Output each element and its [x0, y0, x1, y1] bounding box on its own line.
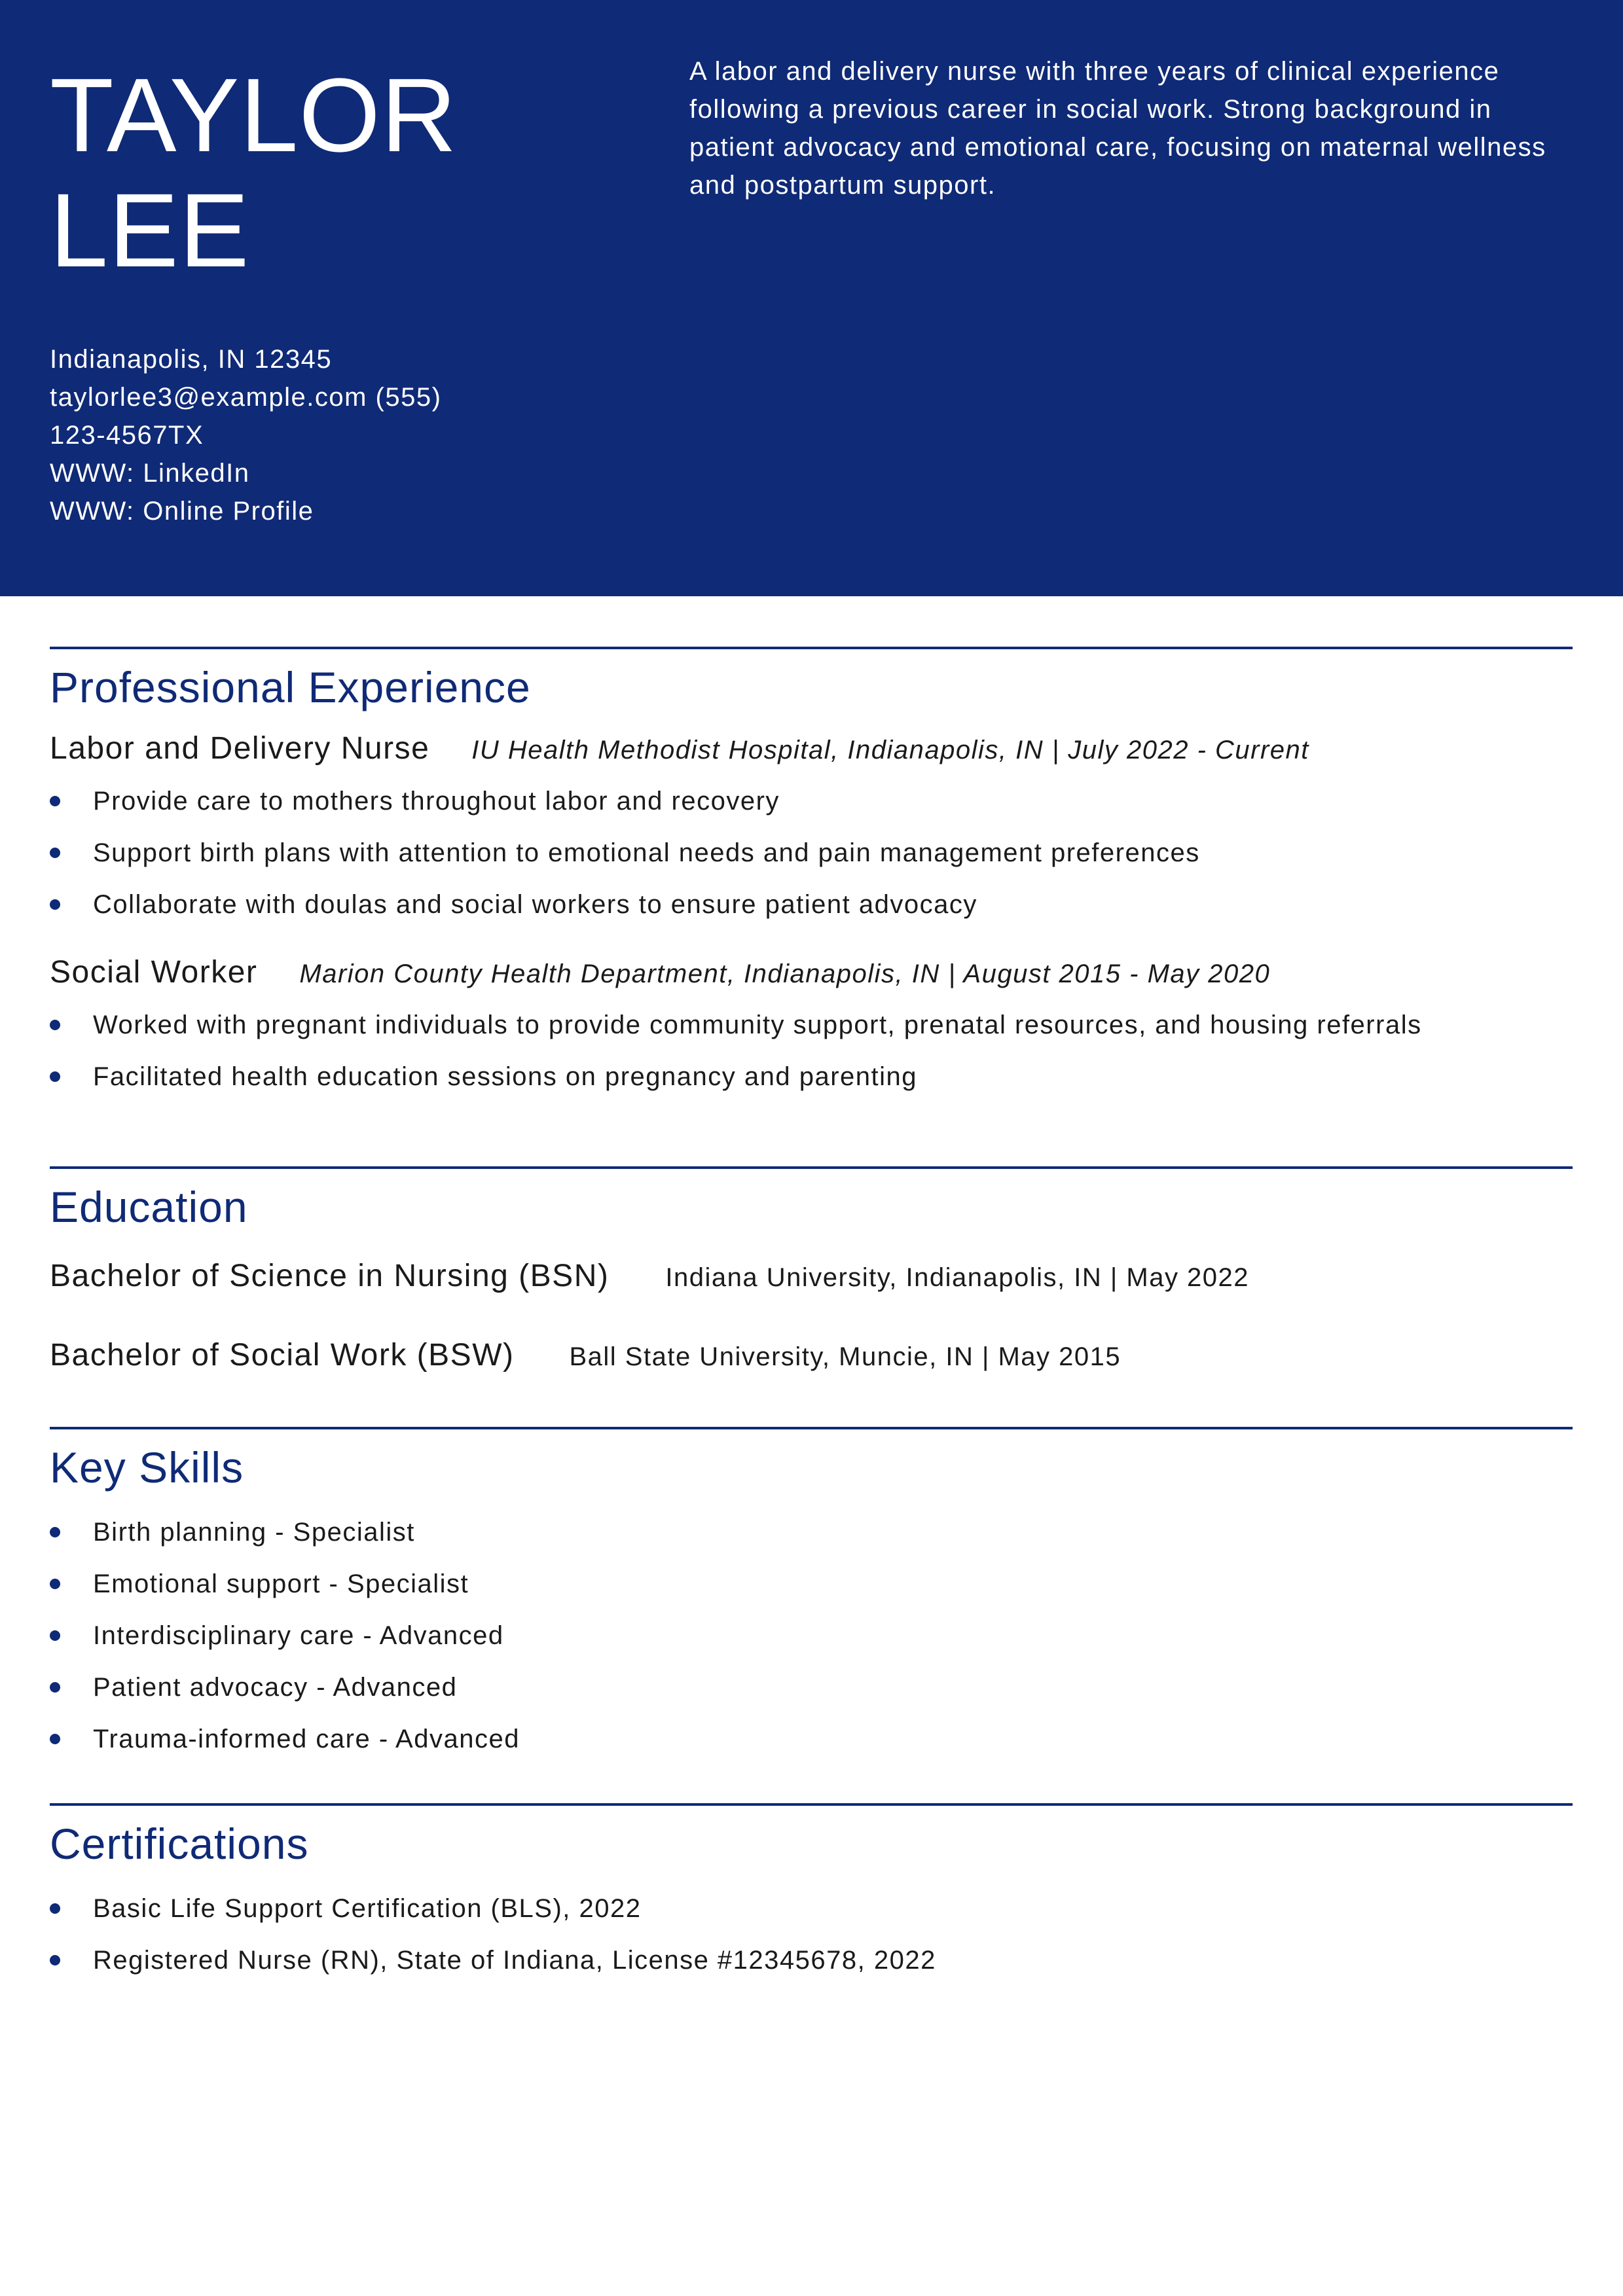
skills-list	[50, 1507, 1573, 1765]
section-divider	[50, 1803, 1573, 1806]
list-item: Patient advocacy - Advanced	[50, 1662, 1573, 1713]
bullet-icon	[50, 1903, 60, 1914]
experience-section	[50, 647, 1573, 1103]
contact-phone: 123-4567TX	[50, 421, 204, 450]
list-item: Basic Life Support Certification (BLS), 2022	[50, 1883, 1573, 1935]
education-meta: Indiana University, Indianapolis, IN | May 2022	[665, 1263, 1250, 1292]
bullet-icon	[50, 848, 60, 858]
education-item	[50, 1258, 1573, 1294]
skills-heading: Key Skills	[50, 1443, 244, 1492]
education-section	[50, 1166, 1573, 1373]
list-item: Interdisciplinary care - Advanced	[50, 1610, 1573, 1662]
list-item: Worked with pregnant individuals to provide community support, prenatal resources, and housing referrals	[50, 999, 1573, 1051]
education-item	[50, 1337, 1573, 1373]
education-degree: Bachelor of Science in Nursing (BSN)	[50, 1259, 610, 1293]
list-item: Collaborate with doulas and social workers to ensure patient advocacy	[50, 879, 1573, 931]
bullet-icon	[50, 1020, 60, 1030]
name-first: TAYLOR	[50, 56, 458, 173]
job-meta	[471, 736, 1309, 764]
list-item: Provide care to mothers throughout labor and recovery	[50, 776, 1573, 827]
certifications-list	[50, 1883, 1573, 1986]
section-divider	[50, 1166, 1573, 1169]
bullet-icon	[50, 1579, 60, 1589]
job-bullets	[50, 776, 1573, 931]
bullet-icon	[50, 1955, 60, 1965]
bullet-icon	[50, 1527, 60, 1537]
job-title: Social Worker	[50, 955, 258, 990]
job-location-dates: , Indianapolis, IN | August 2015 - May 2020	[727, 960, 1271, 988]
list-item: Emotional support - Specialist	[50, 1558, 1573, 1610]
bullet-icon	[50, 1630, 60, 1641]
education-meta: Ball State University, Muncie, IN | May 2015	[569, 1342, 1122, 1371]
header-band	[0, 0, 1623, 596]
certifications-section	[50, 1803, 1573, 1986]
section-divider	[50, 1427, 1573, 1429]
section-divider	[50, 647, 1573, 649]
bullet-icon	[50, 1734, 60, 1744]
contact-email-phone[interactable]: taylorlee3@example.com (555)	[50, 383, 442, 412]
education-degree: Bachelor of Social Work (BSW)	[50, 1338, 515, 1372]
education-heading: Education	[50, 1183, 248, 1231]
list-item: Facilitated health education sessions on pregnancy and parenting	[50, 1051, 1573, 1103]
job-header	[50, 730, 1573, 766]
candidate-name	[50, 58, 457, 288]
list-item: Trauma-informed care - Advanced	[50, 1713, 1573, 1765]
bullet-icon	[50, 1071, 60, 1082]
name-last: LEE	[50, 171, 250, 289]
bullet-icon	[50, 1682, 60, 1693]
contact-linkedin-link[interactable]: WWW: LinkedIn	[50, 459, 250, 488]
job-employer: Marion County Health Department	[299, 960, 727, 988]
list-item: Registered Nurse (RN), State of Indiana, License #12345678, 2022	[50, 1935, 1573, 1986]
list-item: Birth planning - Specialist	[50, 1507, 1573, 1558]
bullet-icon	[50, 796, 60, 806]
job-meta	[299, 960, 1270, 988]
job-header	[50, 954, 1573, 990]
bullet-icon	[50, 899, 60, 910]
job-bullets	[50, 999, 1573, 1103]
contact-info	[50, 340, 441, 530]
certifications-heading: Certifications	[50, 1820, 309, 1868]
contact-profile-link[interactable]: WWW: Online Profile	[50, 497, 314, 526]
contact-address: Indianapolis, IN 12345	[50, 345, 333, 374]
job-location-dates: , Indianapolis, IN | July 2022 - Current	[831, 736, 1309, 764]
job-employer: IU Health Methodist Hospital	[471, 736, 831, 764]
job-title: Labor and Delivery Nurse	[50, 731, 430, 766]
experience-heading: Professional Experience	[50, 663, 531, 711]
skills-section	[50, 1427, 1573, 1765]
professional-summary: A labor and delivery nurse with three years of clinical experience following a previous career in social work. Strong background in patient advocacy and emotional care, focusing on maternal wellness and postpartum support.	[689, 57, 1546, 200]
list-item: Support birth plans with attention to emotional needs and pain management preferences	[50, 827, 1573, 879]
